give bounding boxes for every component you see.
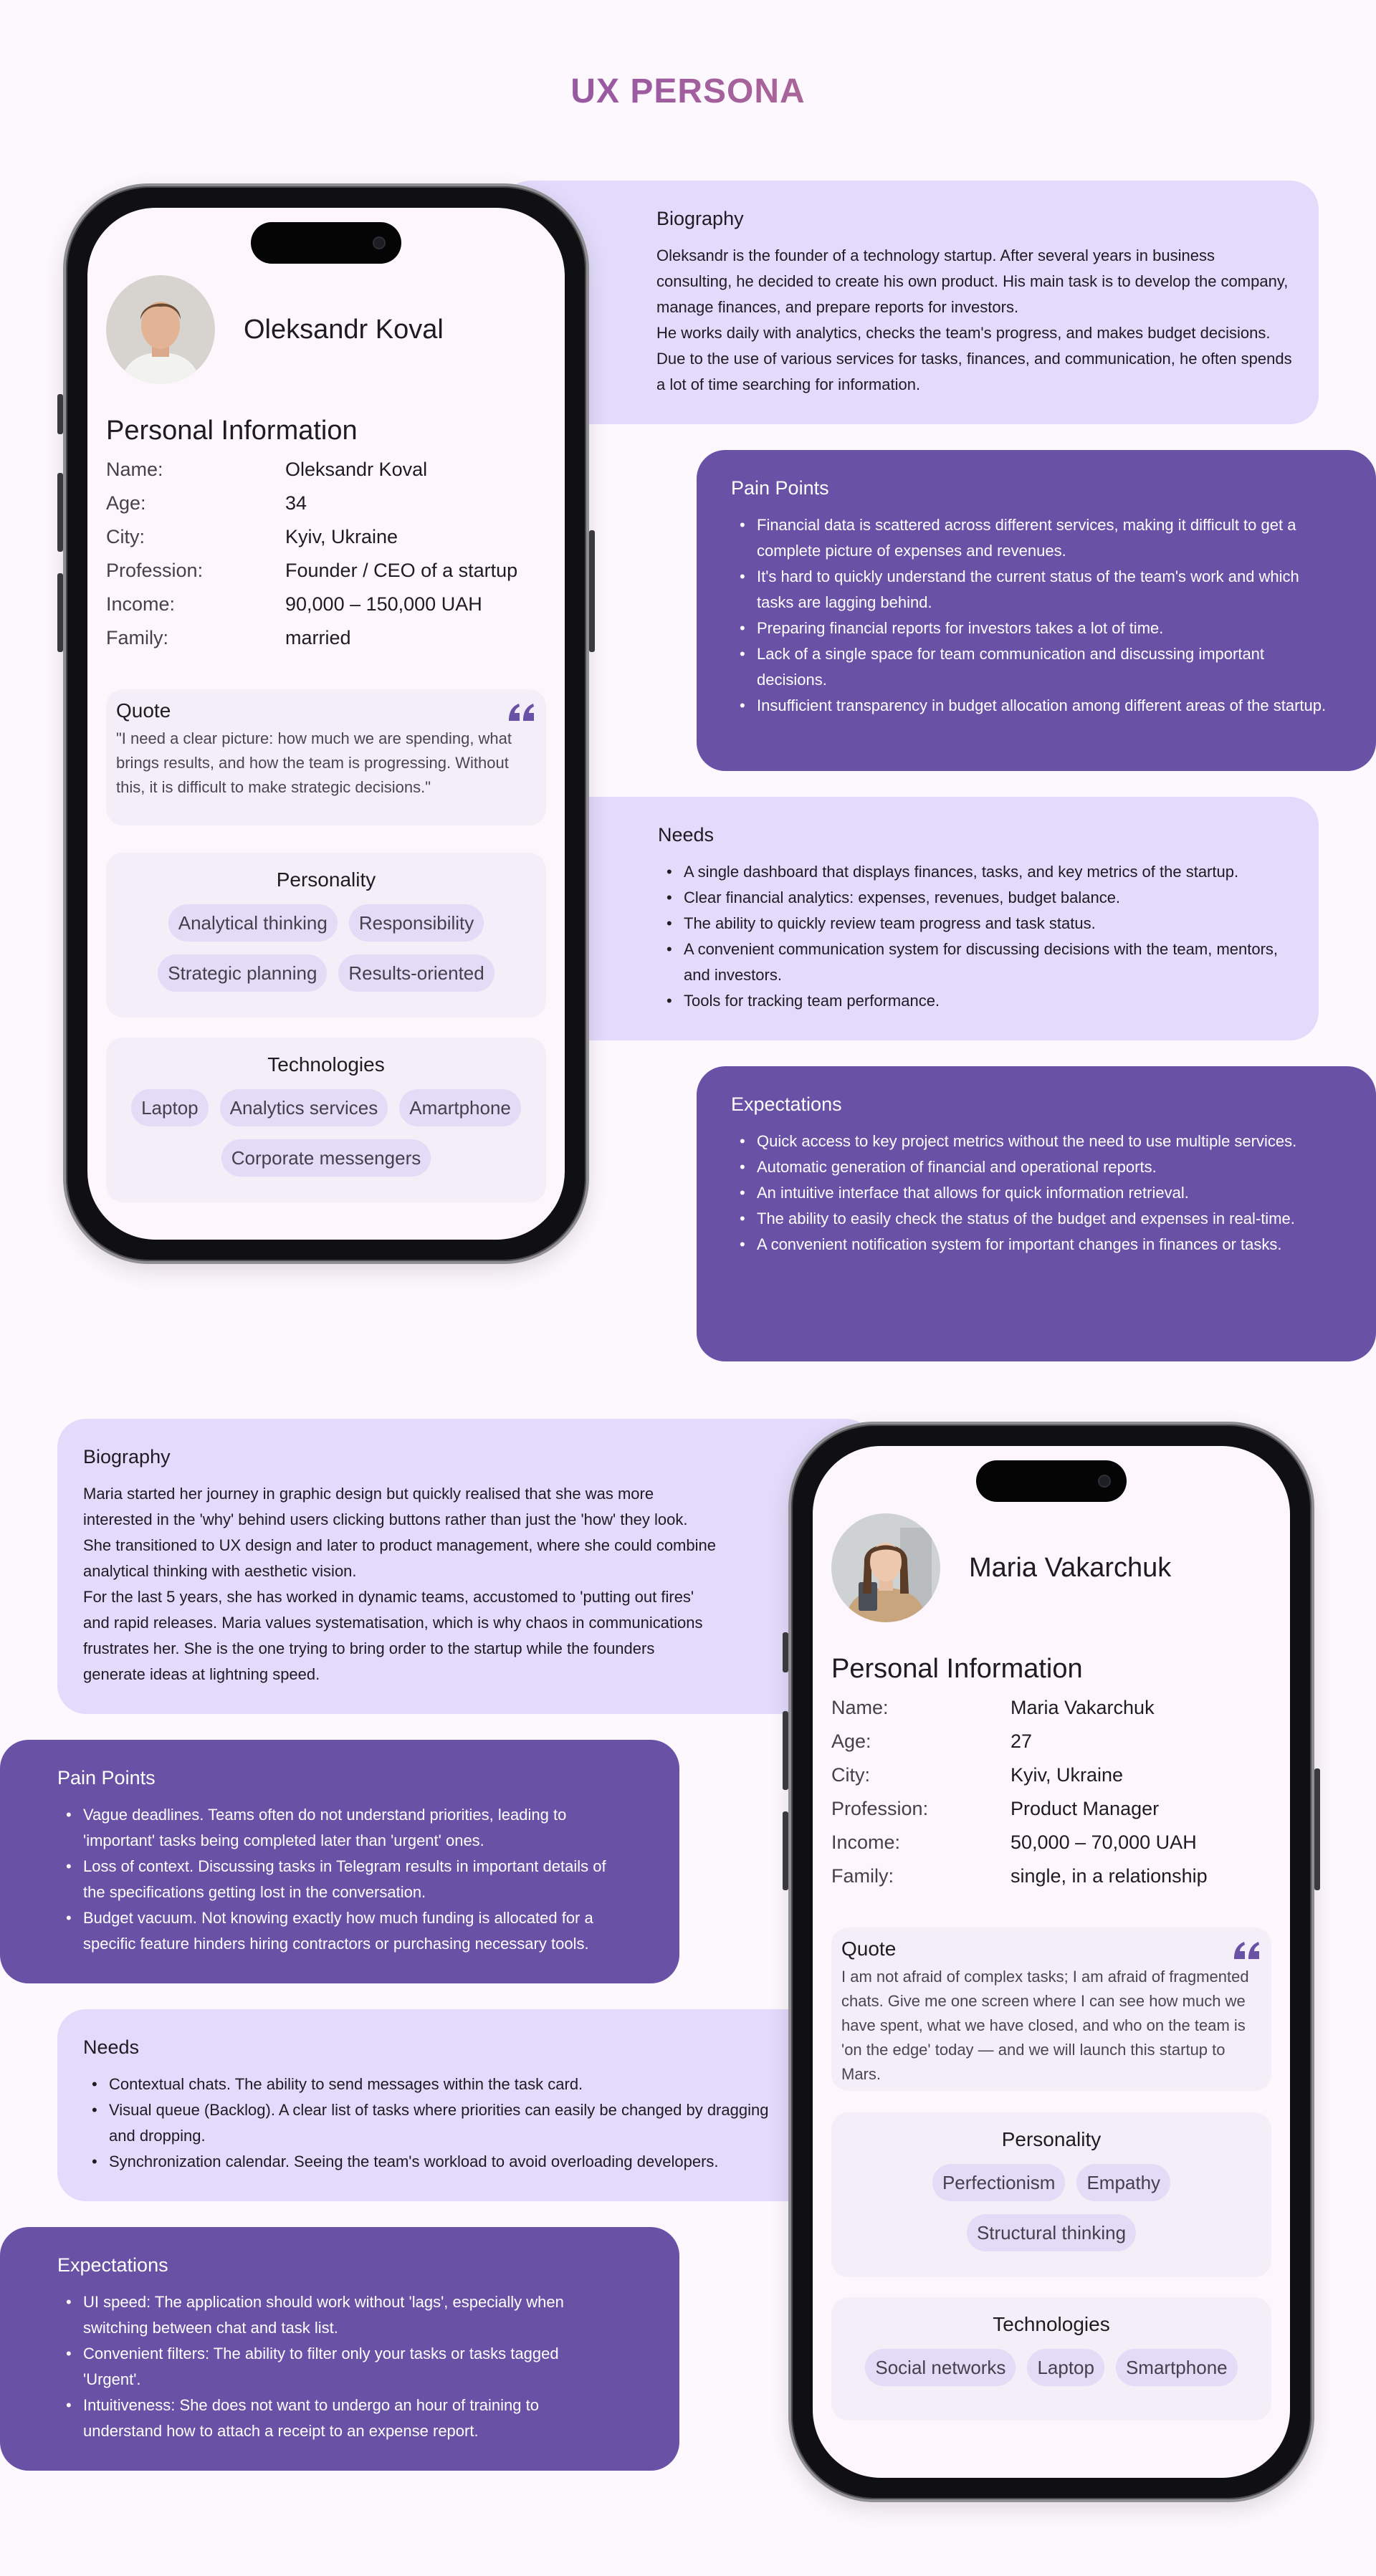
info-row [106,554,546,588]
list-item: • Contextual chats. The ability to send messages within the task card. [83,2072,774,2097]
personal-info-title: Personal Information [831,1654,1083,1684]
info-value: 34 [285,492,307,514]
needs-list [658,859,1297,1014]
info-row [831,1758,1271,1792]
needs-title: Needs [83,2036,140,2058]
info-row [106,588,546,621]
profile-header [106,275,444,384]
personality-title: Personality [276,868,376,891]
technologies-title: Technologies [993,2313,1110,2335]
technology-chip: Amartphone [399,1089,521,1126]
info-value: Kyiv, Ukraine [1010,1764,1124,1786]
technologies-chips [843,2349,1260,2386]
info-label: Age: [106,492,146,514]
technology-chip: Social networks [865,2349,1016,2386]
quote-card [831,1928,1271,2091]
info-label: Profession: [831,1798,929,1819]
list-item: • It's hard to quickly understand the current status of the team's work and which tasks are lagging behind. [731,564,1333,616]
list-item: • Insufficient transparency in budget allocation among different areas of the startup. [731,693,1333,719]
list-item: • Vague deadlines. Teams often do not understand priorities, leading to 'important' tasks being completed later than 'urgent' ones. [57,1802,611,1854]
info-label: Income: [106,593,176,615]
pain-points-list [57,1802,611,1957]
technologies-title: Technologies [267,1053,385,1076]
expectations-title: Expectations [731,1093,842,1115]
avatar [831,1513,940,1622]
info-row [831,1826,1271,1859]
biography-card [57,1419,874,1714]
list-item: • Tools for tracking team performance. [658,988,1297,1014]
info-value: Product Manager [1010,1798,1160,1819]
biography-paragraph: Maria started her journey in graphic design but quickly realised that she was more interested in the 'why' behind users clicking buttons rather than just the 'how' they look. She transitioned to UX design and later to product management, where she could combine analytical thinking with aesthetic vision. [83,1485,716,1580]
quote-title: Quote [116,699,171,722]
info-label: Family: [831,1865,894,1887]
pain-points-title: Pain Points [731,477,829,499]
personality-chip: Structural thinking [967,2214,1136,2251]
technologies-card [831,2297,1271,2421]
info-label: City: [831,1764,870,1786]
list-item: • A convenient notification system for important changes in finances or tasks. [731,1232,1312,1258]
phone-screen [813,1446,1290,2478]
technology-chip: Analytics services [220,1089,388,1126]
expectations-list [57,2289,611,2444]
info-value: 27 [1010,1730,1033,1752]
page-title: UX PERSONA [0,72,1376,111]
info-label: Name: [106,459,163,480]
technology-chip: Corporate messengers [221,1139,431,1177]
list-item: • Financial data is scattered across different services, making it difficult to get a complete picture of expenses and revenues. [731,512,1333,564]
personality-card [106,853,546,1018]
list-item: • Quick access to key project metrics without the need to use multiple services. [731,1129,1312,1154]
personality-chips [843,2164,1260,2251]
list-item: • A single dashboard that displays finances, tasks, and key metrics of the startup. [658,859,1297,885]
personal-info-table [106,453,546,655]
expectations-list [731,1129,1312,1258]
list-item: • A convenient communication system for discussing decisions with the team, mentors, and investors. [658,937,1297,988]
needs-card [57,2009,874,2201]
personal-info-title: Personal Information [106,416,358,446]
personality-title: Personality [1001,2128,1102,2150]
biography-paragraph: Oleksandr is the founder of a technology startup. After several years in business consulting, he decided to create his own product. His main task is to develop the company, manage finances, and prepare reports for investors. [656,246,1289,316]
dynamic-island [976,1460,1127,1502]
quote-text: I am not afraid of complex tasks; I am afraid of fragmented chats. Give me one screen where I can see how much we have spent, what we have closed, and who on the team is 'on the edge' today — and we will launch this startup to Mars. [841,1968,1249,2083]
info-row [831,1792,1271,1826]
list-item: • Budget vacuum. Not knowing exactly how much funding is allocated for a specific feature hinders hiring contractors or purchasing necessary tools. [57,1905,611,1957]
personality-chip: Analytical thinking [168,904,338,942]
persona-name: Oleksandr Koval [244,314,444,345]
biography-card [502,181,1319,424]
profile-header [831,1513,1171,1622]
info-value: 50,000 – 70,000 UAH [1010,1832,1197,1853]
pain-points-card [0,1740,679,1983]
info-label: Profession: [106,560,204,581]
phone-screen [87,208,565,1240]
list-item: • The ability to quickly review team progress and task status. [658,911,1297,937]
info-value: single, in a relationship [1010,1865,1208,1887]
info-row [831,1725,1271,1758]
info-label: Age: [831,1730,871,1752]
info-value: Founder / CEO of a startup [285,560,518,581]
list-item: • The ability to easily check the status of the budget and expenses in real-time. [731,1206,1312,1232]
quote-mark-icon [507,702,536,722]
list-item: • Clear financial analytics: expenses, revenues, budget balance. [658,885,1297,911]
pain-points-card [697,450,1376,771]
info-label: Income: [831,1832,901,1853]
technology-chip: Laptop [131,1089,209,1126]
phone-mockup [788,1422,1314,2502]
pain-points-list [731,512,1333,719]
list-item: • Loss of context. Discussing tasks in Telegram results in important details of the specifications getting lost in the conversation. [57,1854,611,1905]
info-label: City: [106,526,145,547]
list-item: • Lack of a single space for team communication and discussing important decisions. [731,641,1333,693]
quote-card [106,689,546,825]
expectations-card [697,1066,1376,1361]
info-row [831,1691,1271,1725]
personality-chips [118,904,535,992]
technology-chip: Laptop [1027,2349,1104,2386]
info-row [106,453,546,487]
info-value: 90,000 – 150,000 UAH [285,593,482,615]
personality-chip: Strategic planning [158,954,327,992]
info-row [106,621,546,655]
personality-card [831,2112,1271,2277]
list-item: • Visual queue (Backlog). A clear list of tasks where priorities can easily be changed by dragging and dropping. [83,2097,774,2149]
info-value: Maria Vakarchuk [1010,1697,1155,1718]
avatar [106,275,215,384]
quote-title: Quote [841,1938,897,1960]
info-row [831,1859,1271,1893]
list-item: • Intuitiveness: She does not want to undergo an hour of training to understand how to attach a receipt to an expense report. [57,2393,611,2444]
needs-title: Needs [658,824,715,846]
info-value: Oleksandr Koval [285,459,428,480]
list-item: • UI speed: The application should work without 'lags', especially when switching between chat and task list. [57,2289,611,2341]
dynamic-island [251,222,401,264]
list-item: • An intuitive interface that allows for quick information retrieval. [731,1180,1312,1206]
list-item: • Convenient filters: The ability to filter only your tasks or tasks tagged 'Urgent'. [57,2341,611,2393]
info-value: married [285,627,351,648]
personality-chip: Empathy [1076,2164,1170,2201]
biography-paragraph: For the last 5 years, she has worked in dynamic teams, accustomed to 'putting out fires' and rapid releases. Maria values systematisation, which is why chaos in communications frustrates her. She is the one trying to bring order to the startup while the founders generate ideas at lightning speed. [83,1588,703,1683]
biography-paragraph: He works daily with analytics, checks the team's progress, and makes budget decisions. Due to the use of various services for tasks, finances, and communication, he often spends a lot of time searching for information. [656,324,1292,393]
quote-mark-icon [1233,1940,1261,1960]
phone-mockup [63,183,589,1264]
list-item: • Synchronization calendar. Seeing the team's workload to avoid overloading developers. [83,2149,774,2175]
biography-title: Biography [83,1446,171,1467]
persona-name: Maria Vakarchuk [969,1552,1172,1583]
info-row [106,487,546,520]
biography-title: Biography [656,208,744,229]
list-item: • Automatic generation of financial and operational reports. [731,1154,1312,1180]
personality-chip: Results-oriented [338,954,494,992]
list-item: • Preparing financial reports for investors takes a lot of time. [731,616,1333,641]
info-row [106,520,546,554]
info-label: Family: [106,627,168,648]
info-value: Kyiv, Ukraine [285,526,398,547]
technologies-card [106,1038,546,1202]
expectations-card [0,2227,679,2471]
quote-text: "I need a clear picture: how much we are spending, what brings results, and how the team is progressing. Without this, it is difficult to make strategic decisions." [116,729,512,796]
needs-list [83,2072,774,2175]
expectations-title: Expectations [57,2254,168,2276]
technologies-chips [118,1089,535,1177]
personality-chip: Responsibility [349,904,484,942]
personality-chip: Perfectionism [932,2164,1066,2201]
technology-chip: Smartphone [1116,2349,1238,2386]
info-label: Name: [831,1697,889,1718]
personal-info-table [831,1691,1271,1893]
needs-card [502,797,1319,1040]
pain-points-title: Pain Points [57,1767,156,1789]
